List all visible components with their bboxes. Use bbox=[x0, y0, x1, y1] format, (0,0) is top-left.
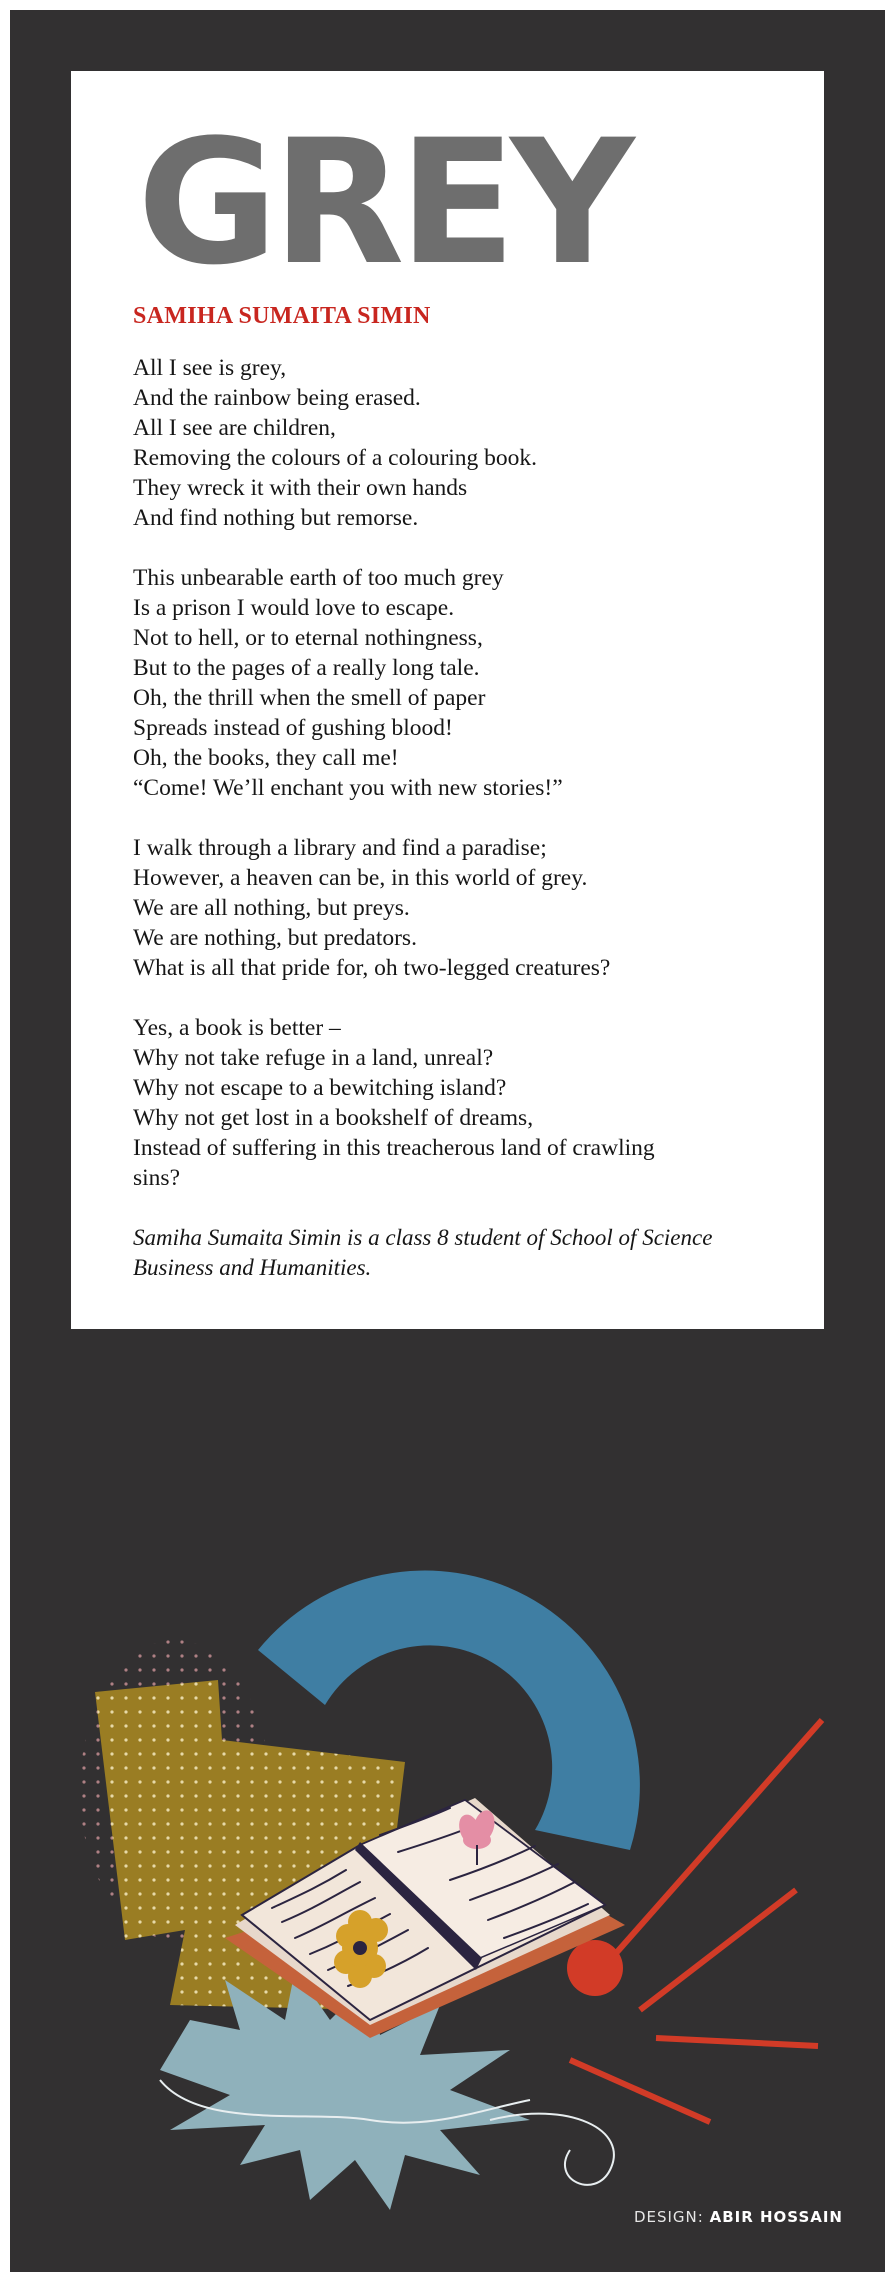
poem-line: Instead of suffering in this treacherous land of crawling bbox=[133, 1135, 655, 1161]
stanza bbox=[133, 563, 773, 803]
poem-line: Why not escape to a bewitching island? bbox=[133, 1075, 507, 1101]
poem-line: Not to hell, or to eternal nothingness, bbox=[133, 625, 483, 651]
poem-line: We are nothing, but predators. bbox=[133, 925, 417, 951]
designer-name: ABIR HOSSAIN bbox=[709, 2208, 843, 2226]
poem-line: “Come! We’ll enchant you with new stories!” bbox=[133, 775, 563, 801]
poem-line: Spreads instead of gushing blood! bbox=[133, 715, 453, 741]
poem-line: What is all that pride for, oh two-legged creatures? bbox=[133, 955, 611, 981]
poem-line: Removing the colours of a colouring book. bbox=[133, 445, 537, 471]
poem-line: sins? bbox=[133, 1165, 180, 1191]
poem-line: I walk through a library and find a paradise; bbox=[133, 835, 547, 861]
author-bio-line: Samiha Sumaita Simin is a class 8 student of School of Science bbox=[133, 1225, 713, 1250]
poem-line: We are all nothing, but preys. bbox=[133, 895, 410, 921]
poem-line: Why not get lost in a bookshelf of dreams, bbox=[133, 1105, 534, 1131]
squiggle-line bbox=[490, 2114, 614, 2185]
poem-line: This unbearable earth of too much grey bbox=[133, 565, 504, 591]
author-bio bbox=[133, 1223, 773, 1283]
author-bio-line: Business and Humanities. bbox=[133, 1255, 372, 1280]
poem-line: However, a heaven can be, in this world of grey. bbox=[133, 865, 588, 891]
poem-line: And find nothing but remorse. bbox=[133, 505, 419, 531]
red-ball bbox=[567, 1940, 623, 1996]
poem-author: SAMIHA SUMAITA SIMIN bbox=[133, 303, 431, 329]
poem-line: All I see is grey, bbox=[133, 355, 287, 381]
poem-line: Yes, a book is better – bbox=[133, 1015, 341, 1041]
poem-line: All I see are children, bbox=[133, 415, 336, 441]
poem-line: And the rainbow being erased. bbox=[133, 385, 421, 411]
poem-line: Why not take refuge in a land, unreal? bbox=[133, 1045, 494, 1071]
stanza bbox=[133, 1013, 773, 1193]
poem-line: But to the pages of a really long tale. bbox=[133, 655, 480, 681]
poem-line: Oh, the books, they call me! bbox=[133, 745, 399, 771]
poem-title: GREY bbox=[137, 102, 629, 303]
poem-line: They wreck it with their own hands bbox=[133, 475, 468, 501]
poem-body bbox=[133, 353, 773, 1283]
stanza bbox=[133, 353, 773, 533]
poem-card bbox=[71, 71, 824, 1329]
stanza bbox=[133, 833, 773, 983]
poster-frame bbox=[10, 10, 885, 2272]
poem-line: Oh, the thrill when the smell of paper bbox=[133, 685, 486, 711]
design-credit-label: DESIGN: bbox=[633, 2208, 704, 2226]
book-illustration bbox=[10, 1330, 885, 2250]
poem-line: Is a prison I would love to escape. bbox=[133, 595, 455, 621]
design-credit bbox=[634, 2208, 843, 2226]
